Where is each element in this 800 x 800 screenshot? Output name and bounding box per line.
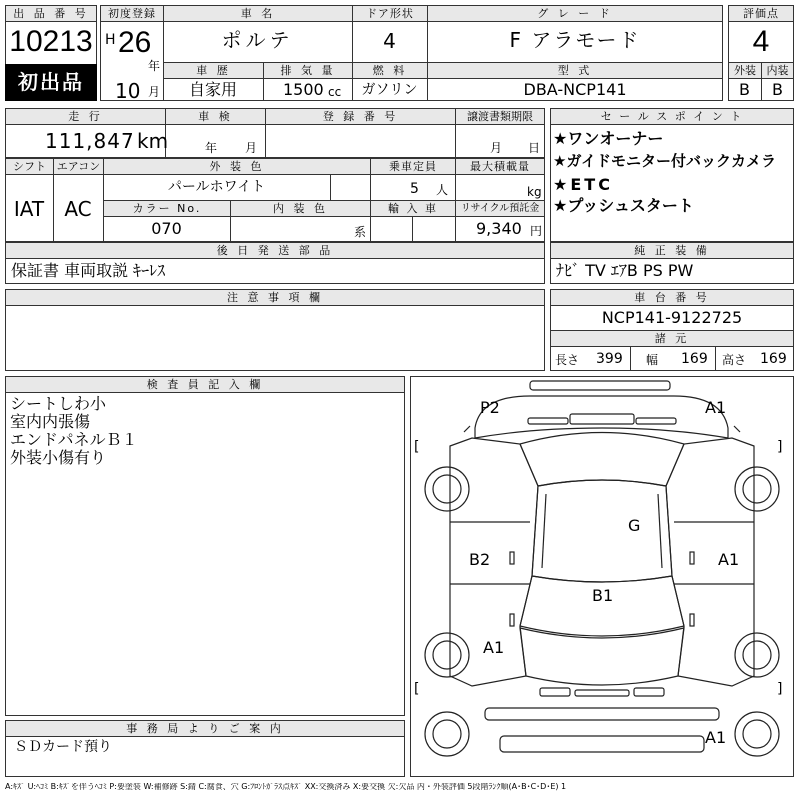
damage-mark-a1-rear: A1	[705, 728, 727, 747]
reg-no-label: 登 録 番 号	[266, 109, 455, 124]
width-label: 幅	[646, 353, 659, 367]
office-label: 事 務 局 よ り ご 案 内	[6, 721, 404, 736]
inspection-year-unit: 年	[205, 141, 218, 155]
mileage-label: 走 行	[6, 109, 165, 124]
car-name-label: 車 名	[164, 6, 352, 21]
score: 4	[752, 25, 770, 58]
equipment-value: ﾅﾋﾞ TV ｴｱB PS PW	[556, 261, 694, 280]
equipment-label: 純 正 装 備	[551, 243, 793, 258]
ext-color-label: 外 装 色	[104, 159, 370, 174]
doc-month-unit: 月	[490, 141, 503, 155]
recycle-amount: 9,340	[476, 219, 522, 238]
grade-label: グ レ ー ド	[428, 6, 722, 21]
ac-label: エアコン	[54, 159, 103, 174]
doc-deadline-label: 譲渡書類期限	[456, 109, 544, 124]
int-color-unit: 系	[354, 225, 367, 239]
parts-value: 保証書 車両取説 ｷｰﾚｽ	[11, 261, 166, 280]
inspector-line-1: シートしわ小	[10, 394, 107, 413]
bracket-left-bottom-open: [	[414, 681, 420, 697]
inspection-month-unit: 月	[245, 141, 258, 155]
first-reg-year: 26	[118, 26, 152, 59]
inspector-line-3: エンドパネルＢ１	[10, 430, 138, 449]
inspector-line-4: 外装小傷有り	[10, 448, 107, 467]
recycle-unit: 円	[530, 224, 543, 238]
damage-mark-b2: B2	[469, 550, 491, 569]
inspector-line-2: 室内内張傷	[10, 412, 91, 431]
damage-mark-p2: P2	[480, 398, 500, 417]
sales-point-4: ★プッシュスタート	[553, 196, 694, 215]
bracket-right-top-close: ]	[777, 439, 783, 455]
import-label: 輸 入 車	[371, 201, 455, 216]
sales-points-label: セ ー ル ス ポ イ ン ト	[551, 109, 793, 124]
door-count: 4	[383, 29, 396, 53]
exterior-label: 外装	[729, 63, 761, 78]
lot-number-label: 出 品 番 号	[6, 6, 96, 21]
max-load-unit: kg	[527, 185, 542, 199]
interior-label: 内装	[762, 63, 793, 78]
month-unit: 月	[148, 85, 161, 99]
damage-mark-a1-front: A1	[705, 398, 727, 417]
shift-label: シフト	[6, 159, 53, 174]
chassis-label: 車 台 番 号	[551, 290, 793, 305]
car-diagram	[410, 376, 794, 777]
doc-day-unit: 日	[528, 141, 541, 155]
year-unit: 年	[148, 59, 161, 73]
era: H	[105, 32, 116, 48]
lot-number: 10213	[9, 25, 93, 58]
fuel-label: 燃 料	[353, 63, 427, 78]
length: 399	[596, 351, 623, 367]
grade: F アラモード	[509, 28, 641, 52]
capacity-unit: 人	[436, 183, 449, 197]
exterior-grade: B	[739, 80, 750, 99]
capacity: 5	[410, 181, 419, 197]
model: DBA-NCP141	[523, 80, 627, 99]
displacement-unit: cc	[328, 85, 342, 99]
office-value: ＳＤカード預り	[14, 739, 112, 755]
damage-mark-g: G	[628, 516, 641, 535]
ac: AC	[64, 197, 92, 221]
damage-mark-a1-left: A1	[483, 638, 505, 657]
chassis-number: NCP141-9122725	[601, 308, 743, 327]
interior-grade: B	[772, 80, 783, 99]
door-label: ドア形状	[353, 6, 427, 21]
displacement-label: 排 気 量	[264, 63, 352, 78]
model-label: 型 式	[428, 63, 722, 78]
color-no: 070	[151, 219, 182, 238]
damage-mark-b1: B1	[592, 586, 614, 605]
car-name: ポルテ	[221, 28, 294, 52]
sales-point-3: ★ETC	[553, 175, 613, 194]
recycle-label: リサイクル預託金	[456, 201, 544, 216]
history-label: 車 歴	[164, 63, 263, 78]
bracket-right-bottom-close: ]	[777, 681, 783, 697]
inspection-label: 車 検	[166, 109, 265, 124]
bracket-left-top-open: [	[414, 439, 420, 455]
color-no-label: カラー No.	[104, 201, 230, 216]
int-color-label: 内 装 色	[231, 201, 370, 216]
inspector-label: 検 査 員 記 入 欄	[6, 377, 404, 392]
mileage: 111,847	[45, 129, 135, 153]
first-reg-month: 10	[115, 79, 141, 103]
parts-label: 後 日 発 送 部 品	[6, 243, 544, 258]
first-listing-text: 初出品	[18, 70, 84, 94]
dims-label: 諸 元	[551, 331, 793, 346]
height: 169	[760, 351, 787, 367]
first-reg-label: 初度登録	[101, 6, 163, 21]
displacement: 1500	[283, 80, 324, 99]
sales-point-2: ★ガイドモニター付バックカメラ	[553, 152, 776, 170]
fuel: ガソリン	[361, 82, 418, 98]
width: 169	[681, 351, 708, 367]
history: 自家用	[188, 80, 237, 99]
damage-mark-a1-right: A1	[718, 550, 740, 569]
ext-color: パールホワイト	[167, 179, 266, 195]
sales-point-1: ★ワンオーナー	[553, 129, 664, 148]
capacity-label: 乗車定員	[371, 159, 455, 174]
max-load-label: 最大積載量	[456, 159, 544, 174]
score-label: 評価点	[729, 6, 793, 21]
shift: IAT	[13, 197, 45, 221]
height-label: 高さ	[722, 353, 747, 367]
length-label: 長さ	[555, 353, 580, 367]
notes-label: 注 意 事 項 欄	[6, 290, 544, 305]
damage-legend: A:ｷｽﾞ U:ﾍｺﾐ B:ｷｽﾞを伴うﾍｺﾐ P:要塗装 W:補修跡 S:錆 C:腐食、穴 G:ﾌﾛﾝﾄｶﾞﾗｽ点ｷｽﾞ XX:交換済み X:要交換 欠:欠品 内・外装評価 5段階ﾗﾝｸ順(A･B･C･D･E) 1	[5, 783, 567, 791]
mileage-unit: km	[137, 129, 169, 153]
